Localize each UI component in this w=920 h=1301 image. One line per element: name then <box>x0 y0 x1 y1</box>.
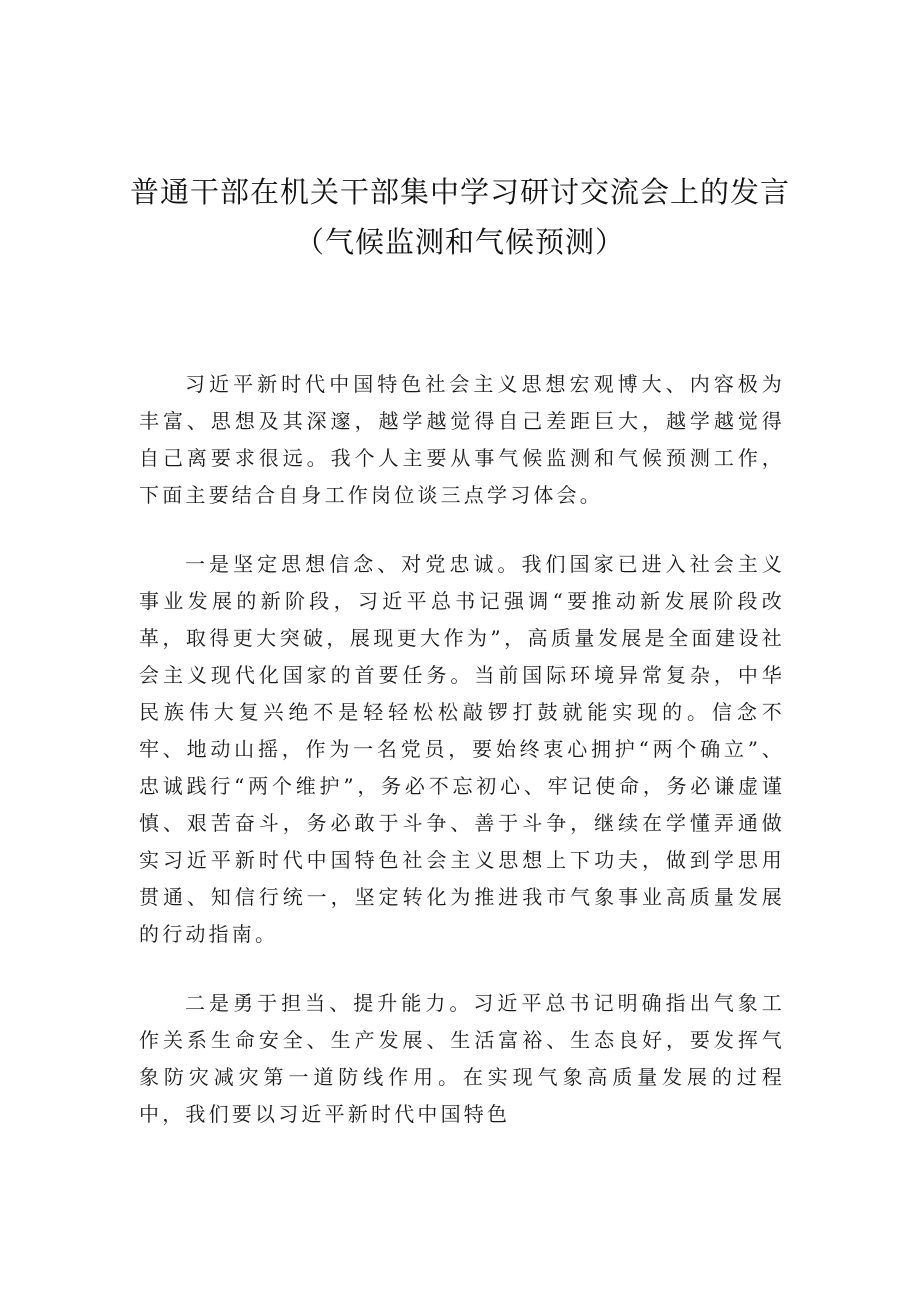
document-subtitle: （气候监测和气候预测） <box>294 225 625 259</box>
document-title: 普通干部在机关干部集中学习研讨交流会上的发言 <box>129 175 790 209</box>
paragraph-point-two: 二是勇于担当、提升能力。习近平总书记明确指出气象工作关系生命安全、生产发展、生活富裕、生态良好，要发挥气象防灾减灾第一道防线作用。在实现气象高质量发展的过程中，我们要以习近平新时代中国特色 <box>139 991 785 1126</box>
paragraph-intro: 习近平新时代中国特色社会主义思想宏观博大、内容极为丰富、思想及其深邃，越学越觉得自己差距巨大，越学越觉得自己离要求很远。我个人主要从事气候监测和气候预测工作，下面主要结合自身工作岗位谈三点学习体会。 <box>139 372 785 507</box>
document-body <box>139 366 785 1133</box>
paragraph-point-one: 一是坚定思想信念、对党忠诚。我们国家已进入社会主义事业发展的新阶段，习近平总书记强调“要推动新发展阶段改革，取得更大突破，展现更大作为”，高质量发展是全面建设社会主义现代化国家的首要任务。当前国际环境异常复杂，中华民族伟大复兴绝不是轻轻松松敲锣打鼓就能实现的。信念不牢、地动山摇，作为一名党员，要始终衷心拥护“两个确立”、忠诚践行“两个维护”，务必不忘初心、牢记使命，务必谦虚谨慎、艰苦奋斗，务必敢于斗争、善于斗争，继续在学懂弄通做实习近平新时代中国特色社会主义思想上下功夫，做到学思用贯通、知信行统一，坚定转化为推进我市气象事业高质量发展的行动指南。 <box>139 552 785 946</box>
